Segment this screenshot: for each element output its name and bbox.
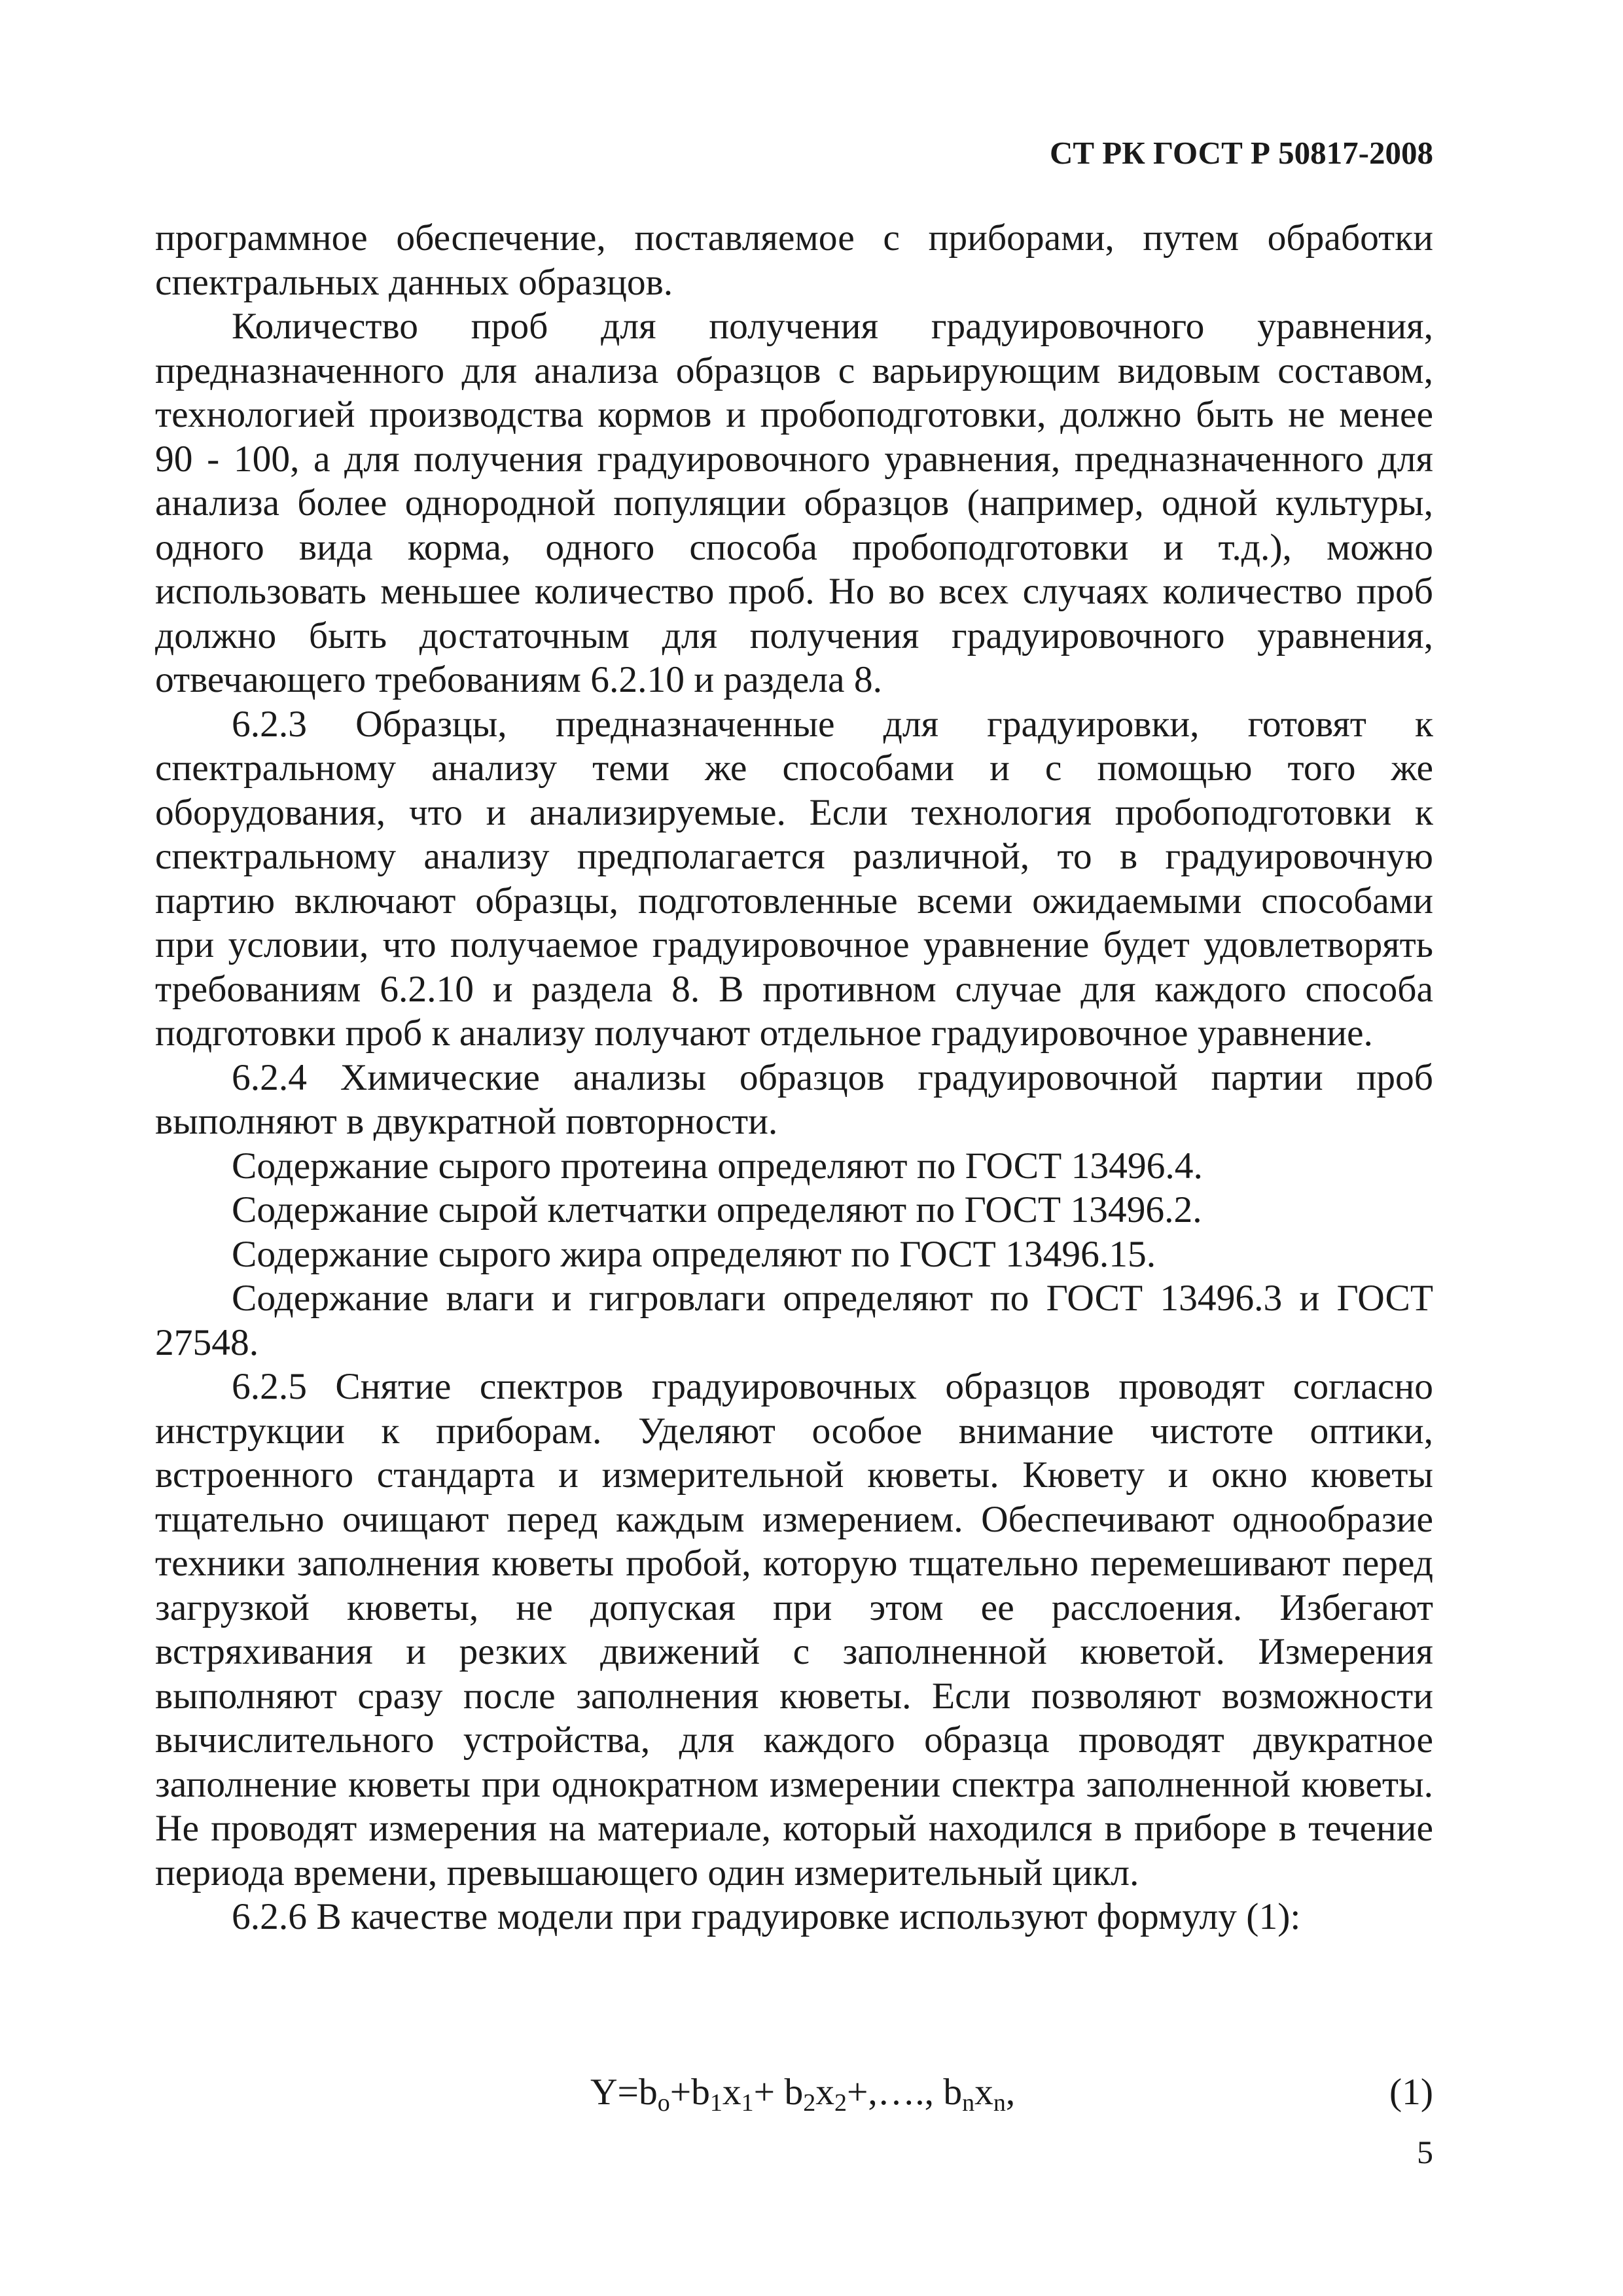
paragraph-6-2-3: 6.2.3 Образцы, предназначенные для градуировки, готовят к спектральному анализу теми же способами и с помощью того же оборудования, что и анализируемые. Если технология пробоподготовки к спектральному анализу предполагается различной, то в градуировочную партию включают образцы, подготовленные всеми ожидаемыми способами при условии, что получаемое градуировочное уравнение будет удовлетворять требованиям 6.2.10 и раздела 8. В противном случае для каждого способа подготовки проб к анализу получают отдельное градуировочное уравнение. — [155, 703, 1433, 1054]
formula-1 — [155, 2070, 1433, 2117]
paragraph-protein: Содержание сырого протеина определяют по ГОСТ 13496.4. — [232, 1145, 1203, 1187]
paragraph-6-2-4: 6.2.4 Химические анализы образцов градуировочной партии проб выполняют в двукратной повторности. — [155, 1056, 1433, 1142]
formula-number: (1) — [1389, 2072, 1433, 2113]
page-number: 5 — [1417, 2134, 1433, 2170]
formula-expression: $Y=b_o+b_1x_1+$ $b_2x_2+,\dots$., $b_nx_n$, — [590, 2072, 1016, 2117]
paragraph-fat: Содержание сырого жира определяют по ГОСТ 13496.15. — [232, 1233, 1156, 1275]
body-text — [155, 216, 1433, 1939]
paragraph-6-2-5: 6.2.5 Снятие спектров градуировочных образцов проводят согласно инструкции к приборам. Уделяют особое внимание чистоте оптики, встроенного стандарта и измерительной кюветы. Кювету и окно кюветы тщательно очищают перед каждым измерением. Обеспечивают однообразие техники заполнения кюветы пробой, которую тщательно перемешивают перед загрузкой кюветы, не допуская при этом ее расслоения. Избегают встряхивания и резких движений с заполненной кюветой. Измерения выполняют сразу после заполнения кюветы. Если позволяют возможности вычислительного устройства, для каждого образца проводят двукратное заполнение кюветы при однократном измерении спектра заполненной кюветы. Не проводят измерения на материале, который находился в приборе в течение периода времени, превышающего один измерительный цикл. — [155, 1366, 1433, 1893]
paragraph-continuation: программное обеспечение, поставляемое с приборами, путем обработки спектральных данных образцов. — [155, 217, 1433, 303]
document-code-header: СТ РК ГОСТ Р 50817-2008 — [1049, 135, 1433, 171]
paragraph-sample-count: Количество проб для получения градуировочного уравнения, предназначенного для анализа образцов с варьирующим видовым составом, технологией производства кормов и пробоподготовки, должно быть не менее 90 - 100, а для получения градуировочного уравнения, предназначенного для анализа более однородной популяции образцов (например, одной культуры, одного вида корма, одного способа пробоподготовки и т.д.), можно использовать меньшее количество проб. Но во всех случаях количество проб должно быть достаточным для получения градуировочного уравнения, отвечающего требованиям 6.2.10 и раздела 8. — [155, 306, 1433, 700]
paragraph-6-2-6: 6.2.6 В качестве модели при градуировке используют формулу (1): — [232, 1896, 1301, 1937]
paragraph-moisture: Содержание влаги и гигровлаги определяют по ГОСТ 13496.3 и ГОСТ 27548. — [155, 1278, 1433, 1363]
paragraph-fiber: Содержание сырой клетчатки определяют по ГОСТ 13496.2. — [232, 1189, 1202, 1230]
